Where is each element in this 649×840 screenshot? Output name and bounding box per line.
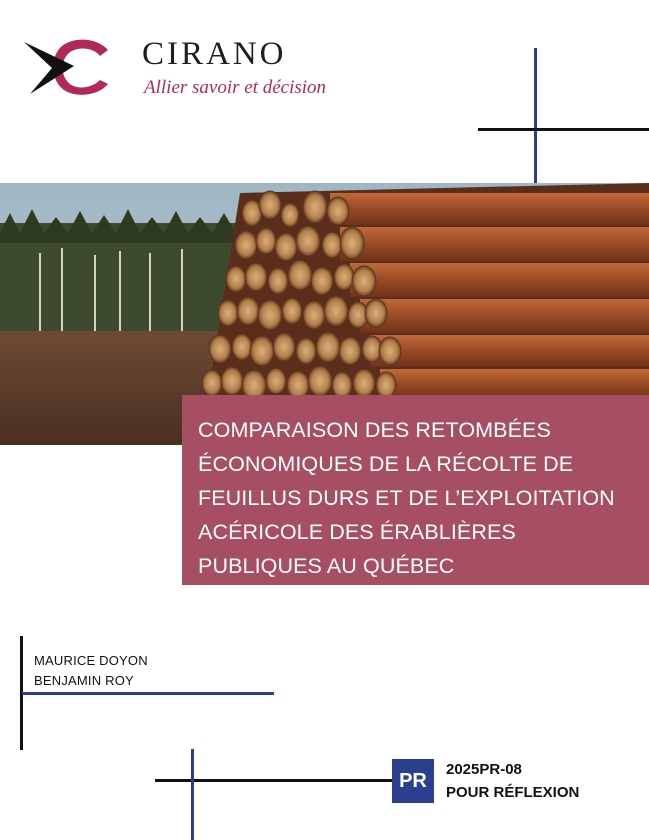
logo-tagline: Allier savoir et décision: [144, 77, 327, 98]
decor-line-vertical-bottom: [191, 749, 194, 840]
cirano-logo-icon: [22, 36, 114, 98]
author-name: BENJAMIN ROY: [34, 673, 134, 688]
publication-badge: PR: [392, 759, 434, 803]
decor-line-horizontal-left: [22, 692, 274, 695]
title-band: [182, 395, 649, 585]
logo-wordmark: CIRANO: [142, 36, 287, 72]
publication-code: 2025PR-08: [446, 761, 522, 778]
author-name: MAURICE DOYON: [34, 653, 148, 668]
publication-type: POUR RÉFLEXION: [446, 784, 580, 801]
decor-line-horizontal-top: [478, 128, 649, 131]
document-title: COMPARAISON DES RETOMBÉES ÉCONOMIQUES DE LA RÉCOLTE DE FEUILLUS DURS ET DE L’EXPLOITATION ACÉRICOLE DES ÉRABLIÈRES PUBLIQUES AU QUÉBEC: [198, 418, 615, 578]
